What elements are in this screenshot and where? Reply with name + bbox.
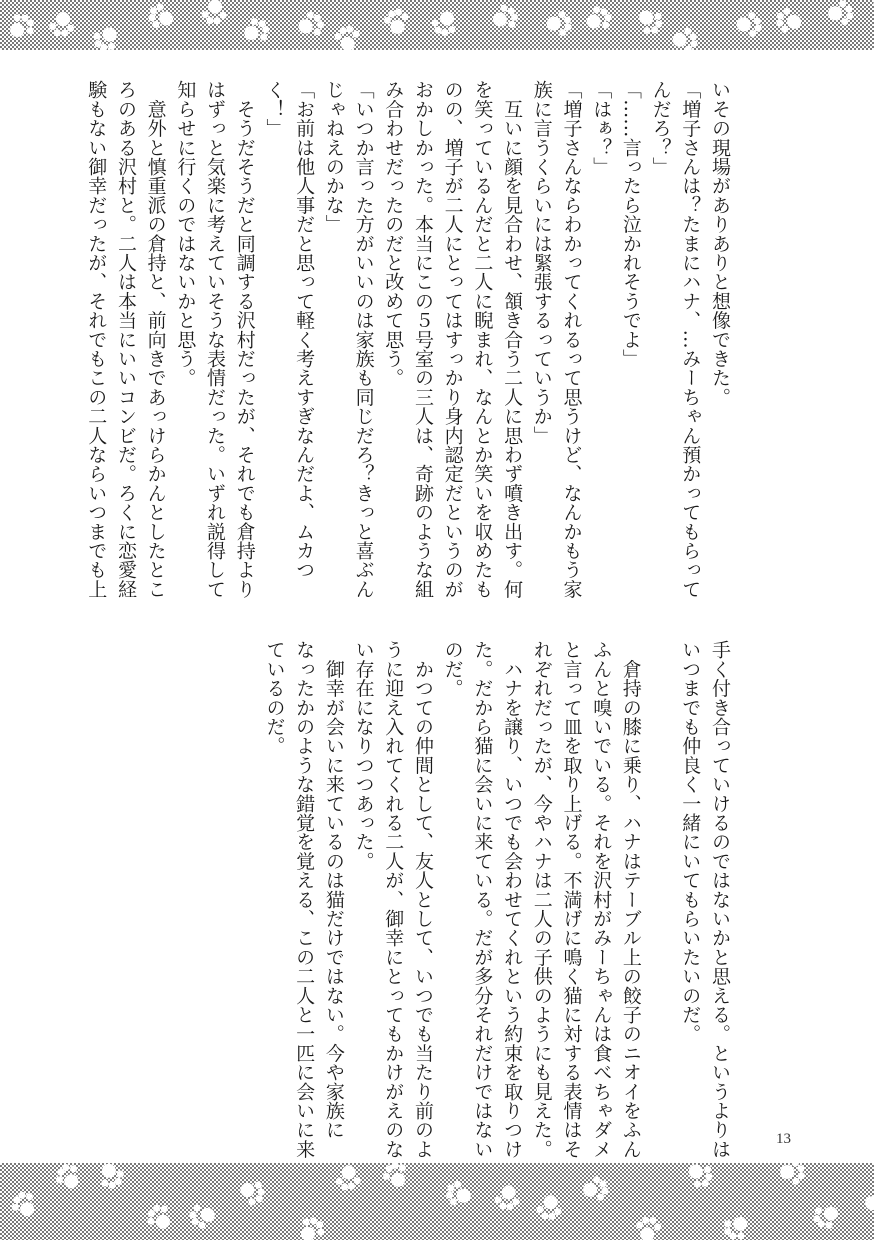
paw-icon (49, 12, 75, 37)
bottom-paw-pattern-band (0, 1163, 874, 1240)
paw-print-icons (0, 0, 874, 50)
text-column: た。だから猫に会いに来ている。だが多分それだけではない (471, 640, 494, 1159)
paw-icon (809, 1199, 844, 1234)
paw-icon (187, 1200, 218, 1232)
paw-icon (683, 1163, 717, 1192)
paw-icon (546, 10, 573, 38)
text-column: ろのある沢村と。二人は本当にいいコンビだ。ろくに恋愛経 (114, 80, 137, 599)
text-column: うに迎え入れてくれる二人が、御幸にとってもかけがえのな (382, 640, 405, 1159)
paw-icon (379, 1163, 413, 1192)
paw-icon (239, 14, 273, 48)
paw-icon (494, 1185, 520, 1211)
text-column: 「お前は他人事だと思って軽く考えすぎなんだよ、ムカつ (293, 80, 316, 580)
paw-icon (633, 4, 668, 39)
text-column: いつまでも仲良く一緒にいてもらいたいのだ。 (679, 640, 702, 1044)
paw-icon (237, 1177, 268, 1208)
text-column: なったかのような錯覚を覚える、この二人と一匹に会いに来 (293, 640, 316, 1159)
paw-icon (672, 27, 698, 50)
paw-icon (869, 0, 874, 26)
text-column: ハナを譲り、いつでも会わせてくれという約束を取りつけ (501, 640, 524, 1159)
text-column: 「はぁ？」 (590, 80, 613, 176)
paw-icon (51, 1163, 86, 1194)
page-number: 13 (776, 1131, 791, 1147)
paw-icon (89, 21, 123, 50)
paw-icon (864, 1190, 874, 1217)
paw-icon (536, 1194, 563, 1220)
text-column: んだろ？」 (649, 80, 672, 176)
paw-icon (779, 1163, 806, 1186)
paw-icon (294, 8, 327, 41)
paw-icon (719, 1210, 754, 1240)
paw-icon (826, 0, 854, 28)
text-column: じゃねえのかな」 (322, 80, 345, 234)
text-column: のだ。 (441, 640, 464, 698)
paw-icon (94, 1163, 128, 1193)
top-paw-pattern-band (0, 0, 874, 50)
text-column: 「増子さんならわかってくれるって思うけど、なんかもう家 (560, 80, 583, 599)
paw-icon (335, 1165, 362, 1191)
text-column: み合わせだったのだと改めて思う。 (382, 80, 405, 388)
text-column: のの、増子が二人にとってはすっかり身内認定だというのが (441, 80, 464, 599)
text-block-bottom (259, 640, 734, 1160)
text-column: いその現場がありありと想像できた。 (709, 80, 731, 407)
text-column: ているのだ。 (263, 640, 286, 756)
paw-icon (295, 1213, 329, 1240)
text-column: 手く付き合っていけるのではないかと思える。というよりは (709, 640, 731, 1159)
paw-icon (7, 1187, 42, 1222)
text-column: そうだそうだと同調する沢村だったが、それでも倉持より (233, 80, 256, 599)
text-block-top (81, 80, 734, 610)
text-column: 意外と慎重派の倉持と、前向きであっけらかんとしたとこ (144, 80, 167, 599)
paw-icon (635, 1216, 661, 1240)
text-column: を笑っているんだと二人に睨まれ、なんとか笑いを収めたも (471, 80, 494, 599)
paw-print-icons (0, 1163, 874, 1240)
text-column: ふんと嗅いでいる。それを沢村がみーちゃんは食べちゃダメ (590, 640, 613, 1159)
text-column: 「いつか言った方がいいのは家族も同じだろ？きっと喜ぶん (352, 80, 375, 599)
text-column: れぞれだったが、今やハナは二人の子供のようにも見えた。 (530, 640, 553, 1159)
text-column: く！」 (263, 80, 286, 138)
text-column (645, 640, 675, 1160)
text-column: 知らせに行くのではないかと思う。 (174, 80, 197, 388)
text-column: い存在になりつつあった。 (352, 640, 375, 871)
paw-icon (142, 1200, 177, 1235)
text-column: 験もない御幸だったが、それでもこの二人ならいつまでも上 (85, 80, 108, 599)
paw-icon (581, 2, 615, 37)
text-column: 「……言ったら泣かれそうでよ」 (619, 80, 642, 368)
text-column: おかしかった。本当にこの５号室の三人は、奇跡のような組 (411, 80, 434, 599)
text-column: かつての仲間として、友人として、いつでも当たり前のよ (411, 640, 434, 1159)
text-column: 御幸が会いに来ているのは猫だけではない。今や家族に (322, 640, 345, 1140)
text-column: と言って皿を取り上げる。不満げに鳴く猫に対する表情はそ (560, 640, 583, 1159)
paw-icon (776, 7, 802, 33)
text-column: 「増子さんは？たまにハナ、…みーちゃん預かってもらって (679, 80, 702, 599)
paw-icon (488, 1, 521, 35)
paw-icon (429, 8, 460, 39)
text-column: はずっと気楽に考えていそうな表情だった。いずれ説得して (204, 80, 227, 599)
paw-icon (147, 2, 176, 31)
paw-icon (580, 1174, 611, 1205)
text-column: 互いに顔を見合わせ、頷き合う二人に思わず噴き出す。何 (501, 80, 524, 599)
text-column: 倉持の膝に乗り、ハナはテーブル上の餃子のニオイをふん (619, 640, 642, 1159)
paw-icon (333, 24, 362, 50)
paw-icon (4, 9, 39, 44)
paw-icon (382, 6, 413, 36)
text-column: 族に言うくらいには緊張するっていうか」 (530, 80, 553, 445)
paw-icon (444, 1179, 473, 1208)
paw-icon (736, 11, 763, 38)
paw-icon (202, 0, 227, 24)
